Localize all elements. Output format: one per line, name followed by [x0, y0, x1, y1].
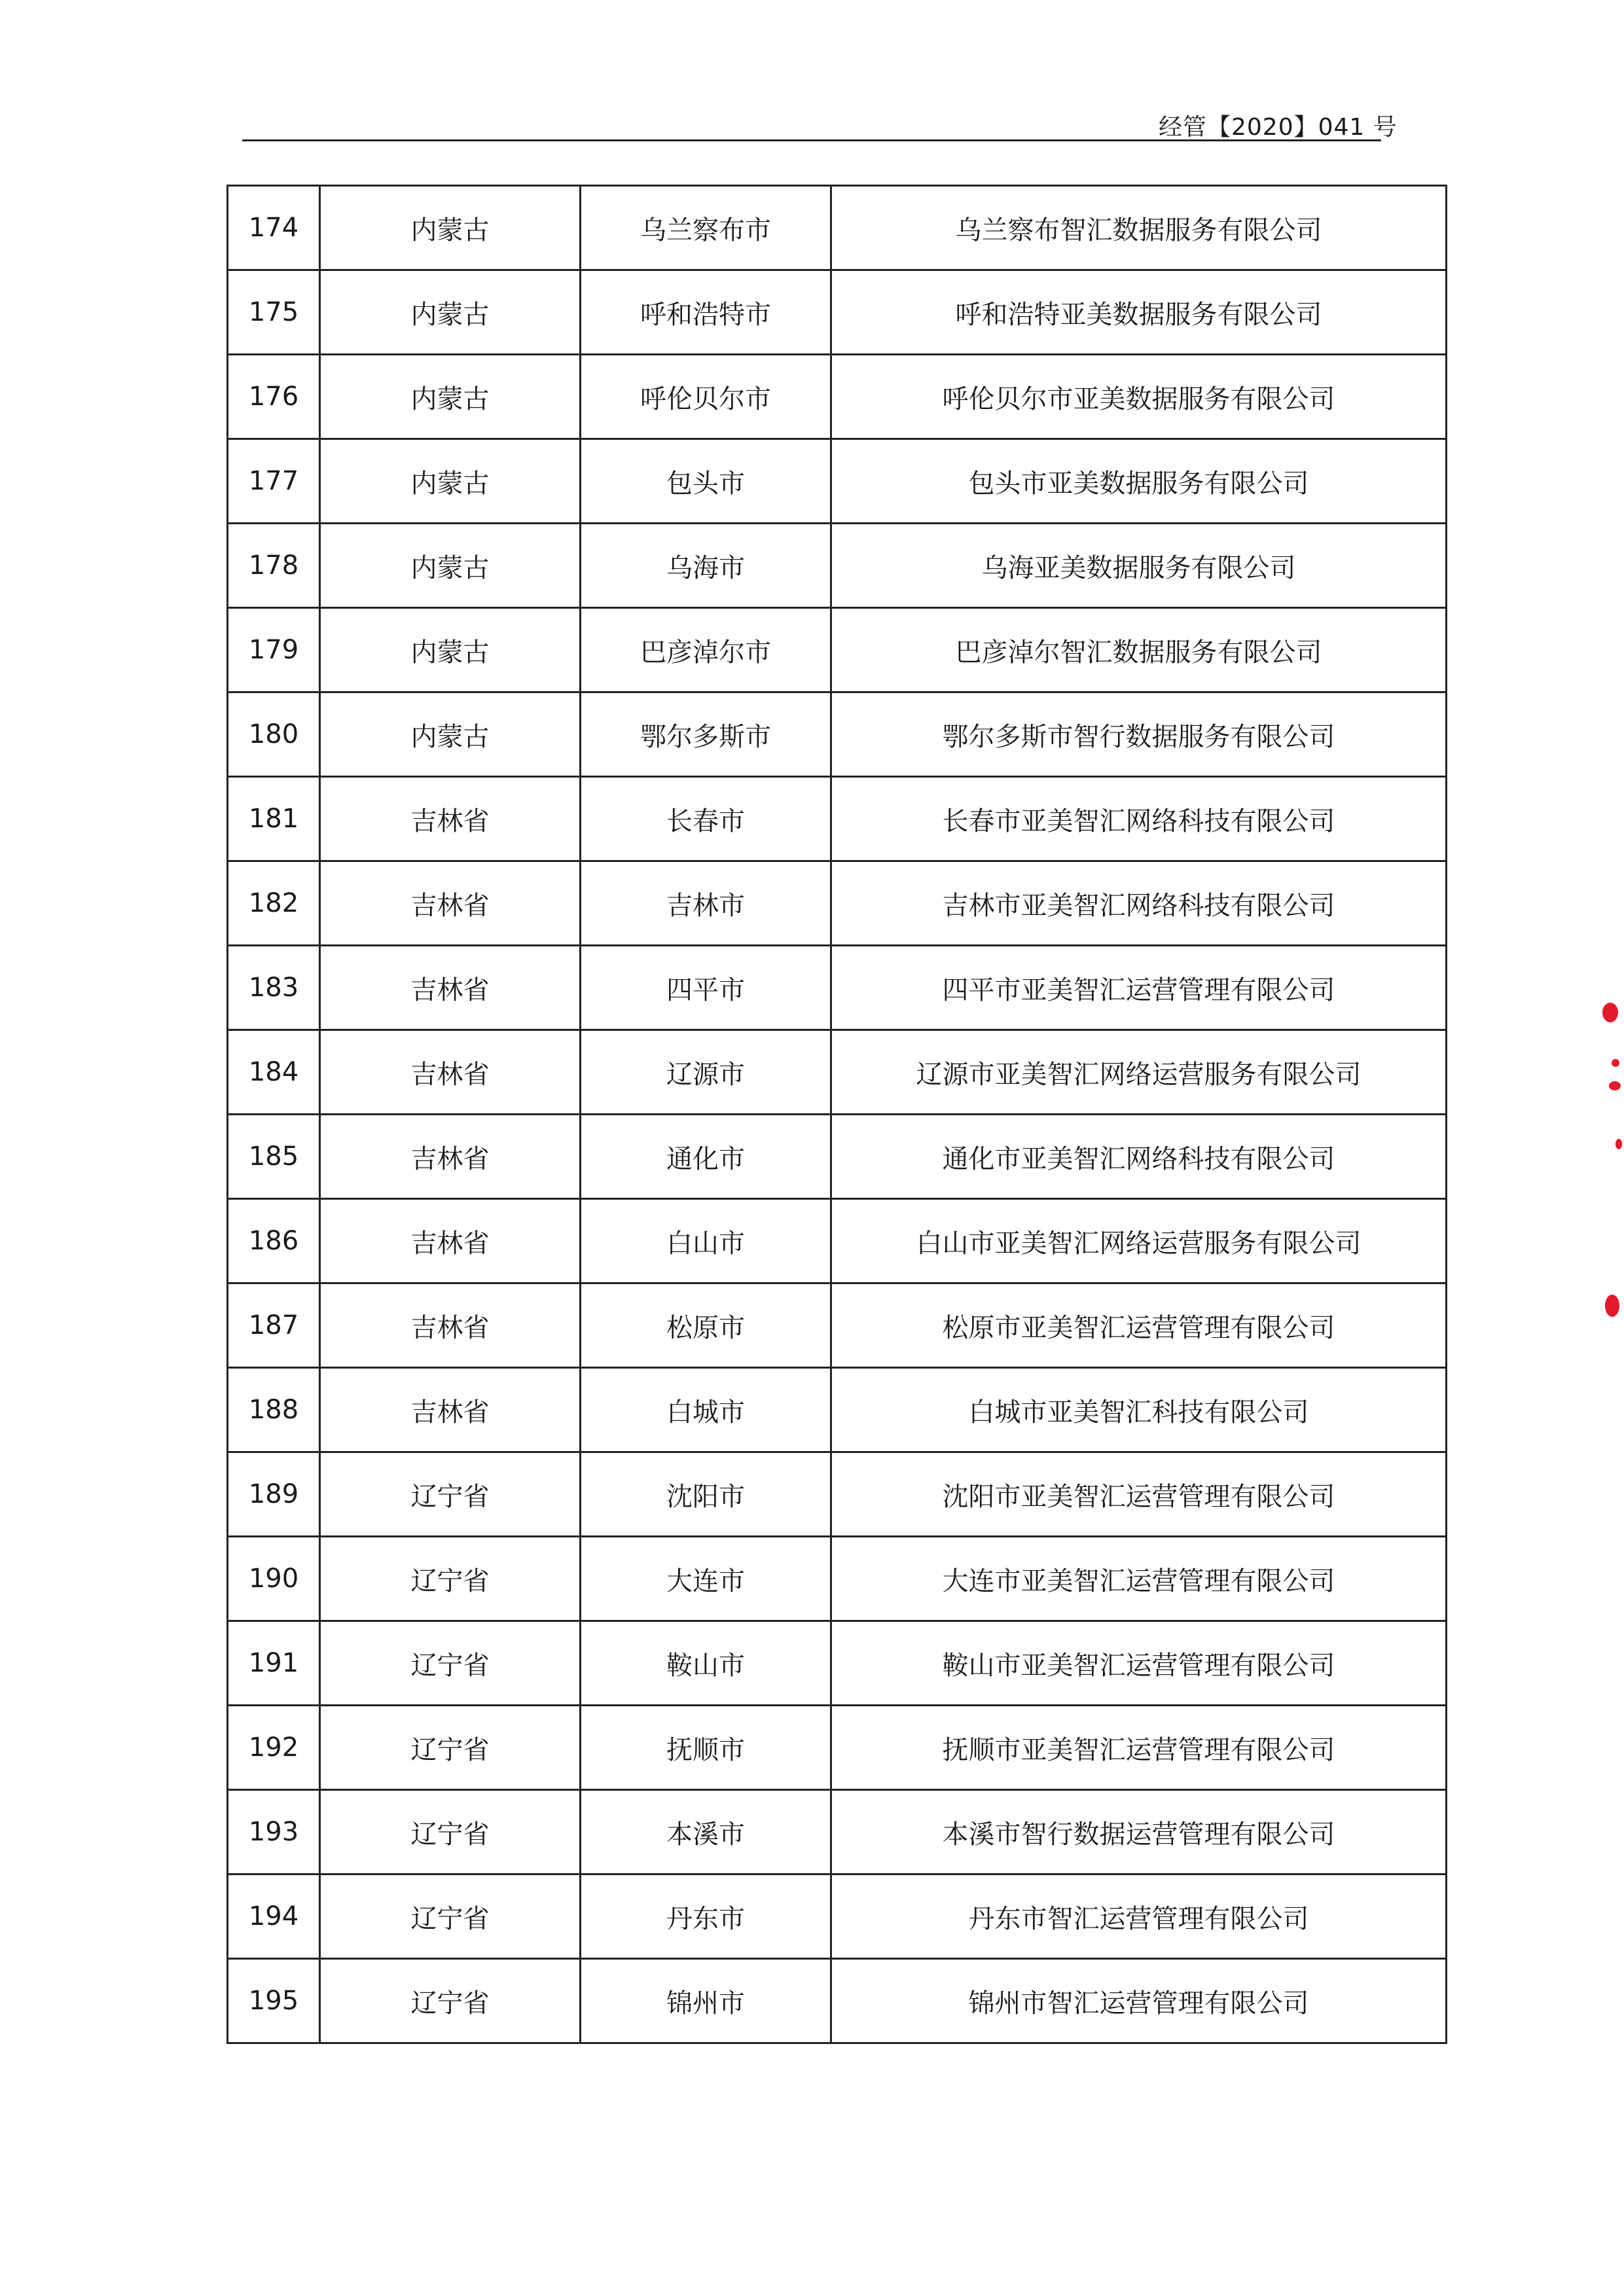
province-cell: 内蒙古 — [320, 186, 581, 270]
table-row — [228, 355, 1447, 439]
city-cell: 呼伦贝尔市 — [581, 355, 831, 439]
city-cell: 丹东市 — [581, 1874, 831, 1959]
row-number: 179 — [228, 608, 320, 692]
province-cell: 辽宁省 — [320, 1537, 581, 1621]
province-cell: 辽宁省 — [320, 1452, 581, 1537]
city-cell: 白山市 — [581, 1199, 831, 1283]
city-cell: 辽源市 — [581, 1030, 831, 1115]
company-name-cell: 沈阳市亚美智汇运营管理有限公司 — [831, 1452, 1447, 1537]
row-number: 191 — [228, 1621, 320, 1706]
row-number: 190 — [228, 1537, 320, 1621]
city-cell: 抚顺市 — [581, 1706, 831, 1790]
row-number: 188 — [228, 1368, 320, 1452]
province-cell: 内蒙古 — [320, 608, 581, 692]
company-name-cell: 锦州市智汇运营管理有限公司 — [831, 1959, 1447, 2043]
city-cell: 吉林市 — [581, 861, 831, 946]
company-name-cell: 长春市亚美智汇网络科技有限公司 — [831, 777, 1447, 861]
table-row — [228, 270, 1447, 355]
city-cell: 包头市 — [581, 439, 831, 524]
company-name-cell: 鞍山市亚美智汇运营管理有限公司 — [831, 1621, 1447, 1706]
table-row — [228, 1283, 1447, 1368]
row-number: 193 — [228, 1790, 320, 1874]
row-number: 182 — [228, 861, 320, 946]
city-cell: 沈阳市 — [581, 1452, 831, 1537]
row-number: 184 — [228, 1030, 320, 1115]
city-cell: 松原市 — [581, 1283, 831, 1368]
province-cell: 辽宁省 — [320, 1621, 581, 1706]
table-row — [228, 777, 1447, 861]
city-cell: 锦州市 — [581, 1959, 831, 2043]
company-name-cell: 呼和浩特亚美数据服务有限公司 — [831, 270, 1447, 355]
table-row — [228, 1790, 1447, 1874]
company-name-cell: 乌海亚美数据服务有限公司 — [831, 524, 1447, 608]
city-cell: 长春市 — [581, 777, 831, 861]
city-cell: 大连市 — [581, 1537, 831, 1621]
header-divider — [242, 139, 1381, 141]
company-name-cell: 大连市亚美智汇运营管理有限公司 — [831, 1537, 1447, 1621]
row-number: 192 — [228, 1706, 320, 1790]
city-cell: 巴彦淖尔市 — [581, 608, 831, 692]
table-row — [228, 1030, 1447, 1115]
city-cell: 乌兰察布市 — [581, 186, 831, 270]
province-cell: 内蒙古 — [320, 692, 581, 777]
row-number: 175 — [228, 270, 320, 355]
table-row — [228, 1874, 1447, 1959]
table-row — [228, 608, 1447, 692]
company-name-cell: 呼伦贝尔市亚美数据服务有限公司 — [831, 355, 1447, 439]
company-name-cell: 通化市亚美智汇网络科技有限公司 — [831, 1115, 1447, 1199]
company-name-cell: 辽源市亚美智汇网络运营服务有限公司 — [831, 1030, 1447, 1115]
company-table — [226, 185, 1447, 2044]
row-number: 189 — [228, 1452, 320, 1537]
table-row — [228, 1959, 1447, 2043]
table-row — [228, 524, 1447, 608]
table-row — [228, 1368, 1447, 1452]
province-cell: 吉林省 — [320, 1115, 581, 1199]
province-cell: 辽宁省 — [320, 1959, 581, 2043]
row-number: 194 — [228, 1874, 320, 1959]
company-name-cell: 四平市亚美智汇运营管理有限公司 — [831, 946, 1447, 1030]
table-row — [228, 186, 1447, 270]
company-name-cell: 白山市亚美智汇网络运营服务有限公司 — [831, 1199, 1447, 1283]
province-cell: 吉林省 — [320, 1283, 581, 1368]
row-number: 174 — [228, 186, 320, 270]
row-number: 183 — [228, 946, 320, 1030]
row-number: 186 — [228, 1199, 320, 1283]
row-number: 181 — [228, 777, 320, 861]
company-name-cell: 抚顺市亚美智汇运营管理有限公司 — [831, 1706, 1447, 1790]
company-name-cell: 丹东市智汇运营管理有限公司 — [831, 1874, 1447, 1959]
city-cell: 呼和浩特市 — [581, 270, 831, 355]
table-row — [228, 439, 1447, 524]
table-row — [228, 1115, 1447, 1199]
table-row — [228, 861, 1447, 946]
row-number: 185 — [228, 1115, 320, 1199]
province-cell: 吉林省 — [320, 1199, 581, 1283]
province-cell: 吉林省 — [320, 946, 581, 1030]
province-cell: 吉林省 — [320, 861, 581, 946]
row-number: 177 — [228, 439, 320, 524]
company-name-cell: 白城市亚美智汇科技有限公司 — [831, 1368, 1447, 1452]
table-row — [228, 1537, 1447, 1621]
city-cell: 鞍山市 — [581, 1621, 831, 1706]
table-row — [228, 946, 1447, 1030]
table-row — [228, 1706, 1447, 1790]
company-name-cell: 包头市亚美数据服务有限公司 — [831, 439, 1447, 524]
city-cell: 白城市 — [581, 1368, 831, 1452]
province-cell: 内蒙古 — [320, 270, 581, 355]
company-name-cell: 乌兰察布智汇数据服务有限公司 — [831, 186, 1447, 270]
province-cell: 辽宁省 — [320, 1706, 581, 1790]
table-row — [228, 1199, 1447, 1283]
province-cell: 内蒙古 — [320, 524, 581, 608]
province-cell: 辽宁省 — [320, 1790, 581, 1874]
company-name-cell: 本溪市智行数据运营管理有限公司 — [831, 1790, 1447, 1874]
row-number: 195 — [228, 1959, 320, 2043]
city-cell: 四平市 — [581, 946, 831, 1030]
table-row — [228, 692, 1447, 777]
document-number: 经管【2020】041 号 — [1159, 114, 1398, 141]
row-number: 180 — [228, 692, 320, 777]
table-row — [228, 1452, 1447, 1537]
province-cell: 吉林省 — [320, 1368, 581, 1452]
province-cell: 内蒙古 — [320, 439, 581, 524]
province-cell: 辽宁省 — [320, 1874, 581, 1959]
company-name-cell: 松原市亚美智汇运营管理有限公司 — [831, 1283, 1447, 1368]
city-cell: 通化市 — [581, 1115, 831, 1199]
city-cell: 本溪市 — [581, 1790, 831, 1874]
row-number: 176 — [228, 355, 320, 439]
company-name-cell: 鄂尔多斯市智行数据服务有限公司 — [831, 692, 1447, 777]
province-cell: 内蒙古 — [320, 355, 581, 439]
province-cell: 吉林省 — [320, 777, 581, 861]
row-number: 178 — [228, 524, 320, 608]
table-row — [228, 1621, 1447, 1706]
city-cell: 鄂尔多斯市 — [581, 692, 831, 777]
province-cell: 吉林省 — [320, 1030, 581, 1115]
company-name-cell: 巴彦淖尔智汇数据服务有限公司 — [831, 608, 1447, 692]
company-name-cell: 吉林市亚美智汇网络科技有限公司 — [831, 861, 1447, 946]
city-cell: 乌海市 — [581, 524, 831, 608]
row-number: 187 — [228, 1283, 320, 1368]
table-body — [228, 186, 1447, 2043]
